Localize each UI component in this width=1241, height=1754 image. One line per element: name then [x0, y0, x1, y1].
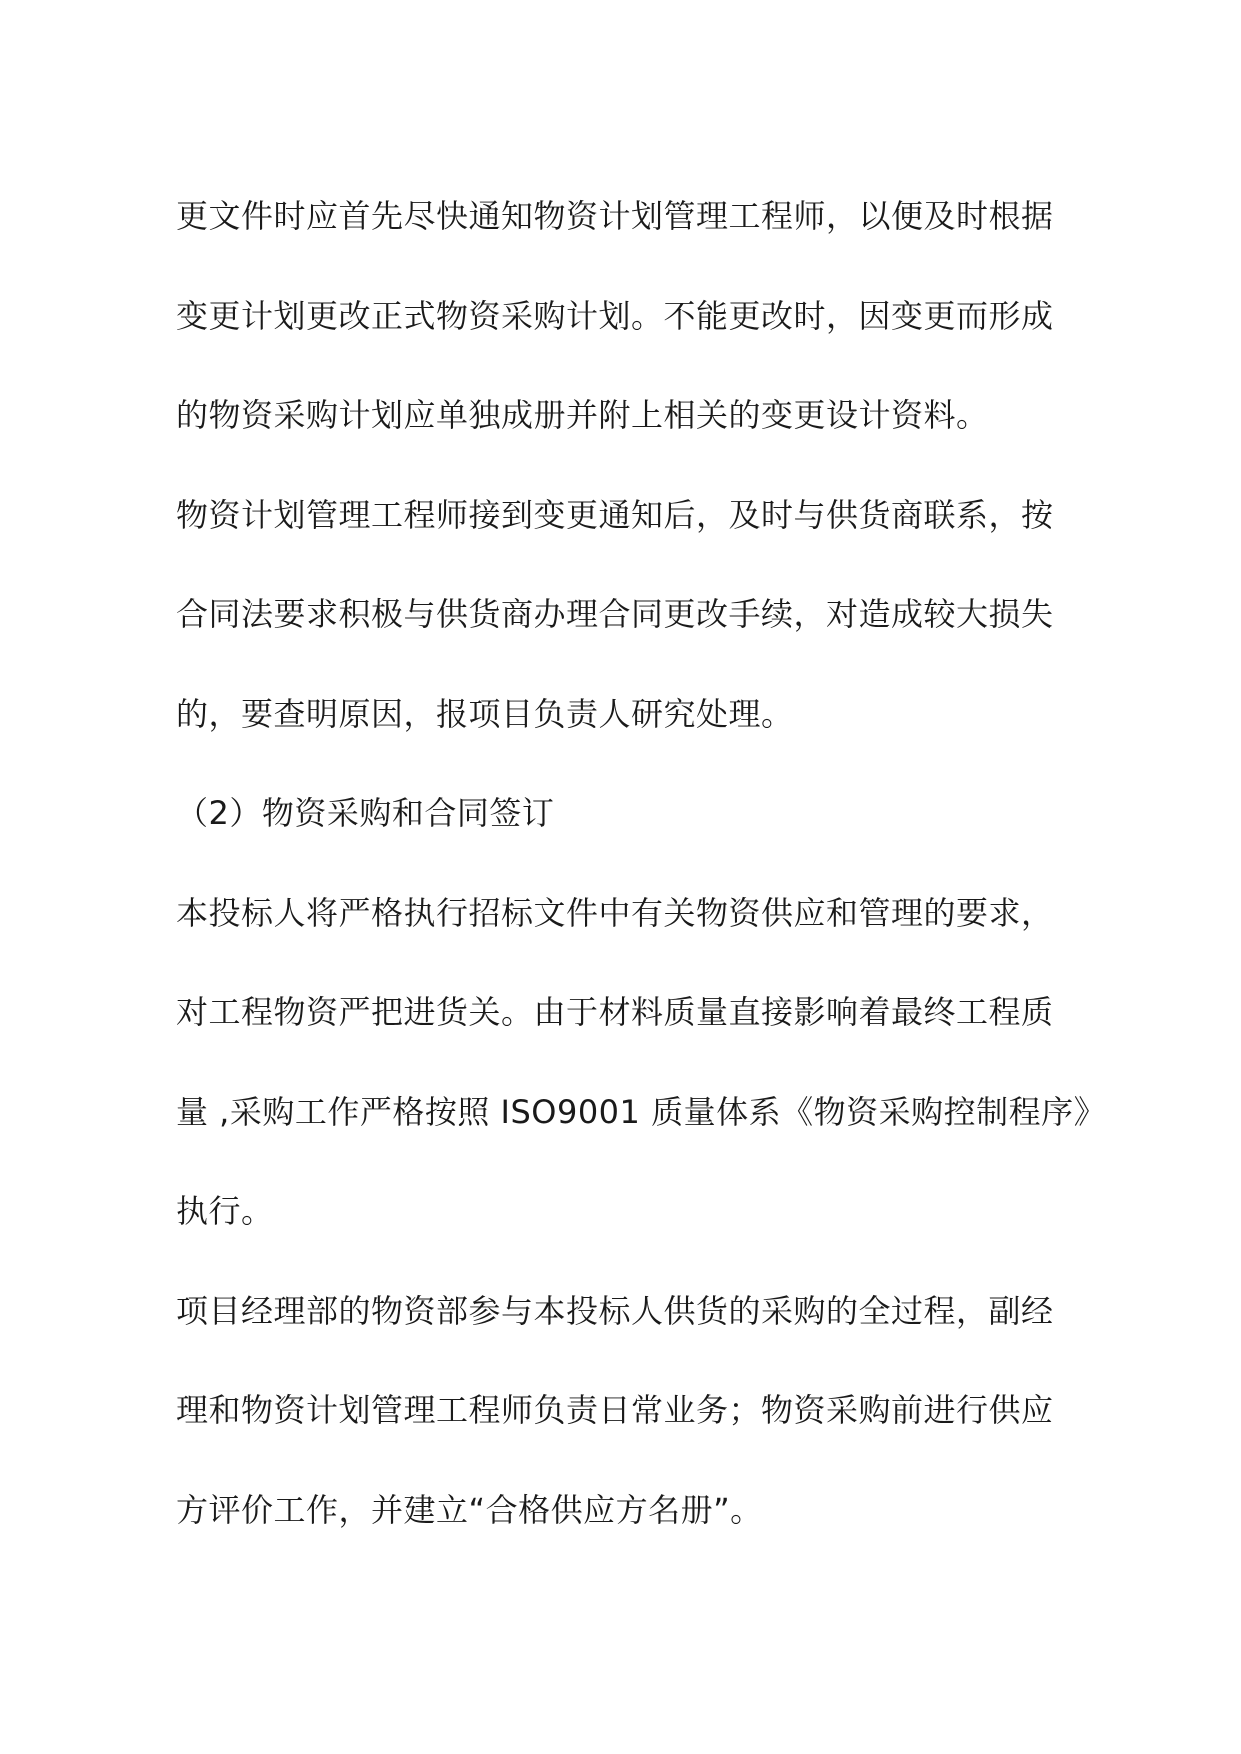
text-line: 的，要查明原因，报项目负责人研究处理。: [176, 694, 794, 733]
text-line: 对工程物资严把进货关。由于材料质量直接影响着最终工程质: [176, 993, 1054, 1031]
text-line: 方评价工作，并建立“合格供应方名册”。: [176, 1490, 763, 1529]
text-line: 变更计划更改正式物资采购计划。不能更改时，因变更而形成: [176, 296, 1054, 335]
text-line: 物资计划管理工程师接到变更通知后，及时与供货商联系，按: [176, 495, 1054, 534]
section-heading: （2）物资采购和合同签订: [176, 794, 555, 832]
text-line: 合同法要求积极与供货商办理合同更改手续，对造成较大损失: [176, 595, 1054, 633]
text-line: 理和物资计划管理工程师负责日常业务；物资采购前进行供应: [176, 1391, 1054, 1429]
text-line: 项目经理部的物资部参与本投标人供货的采购的全过程，副经: [176, 1291, 1054, 1330]
document-body: [176, 167, 1107, 1560]
text-line: 本投标人将严格执行招标文件中有关物资供应和管理的要求，: [176, 893, 1054, 932]
text-line: 执行。: [176, 1192, 274, 1230]
text-line: 量 ,采购工作严格按照 ISO9001 质量体系《物资采购控制程序》: [176, 1092, 1107, 1131]
text-line: 的物资采购计划应单独成册并附上相关的变更设计资料。: [176, 396, 989, 434]
text-line: 更文件时应首先尽快通知物资计划管理工程师，以便及时根据: [176, 197, 1054, 235]
